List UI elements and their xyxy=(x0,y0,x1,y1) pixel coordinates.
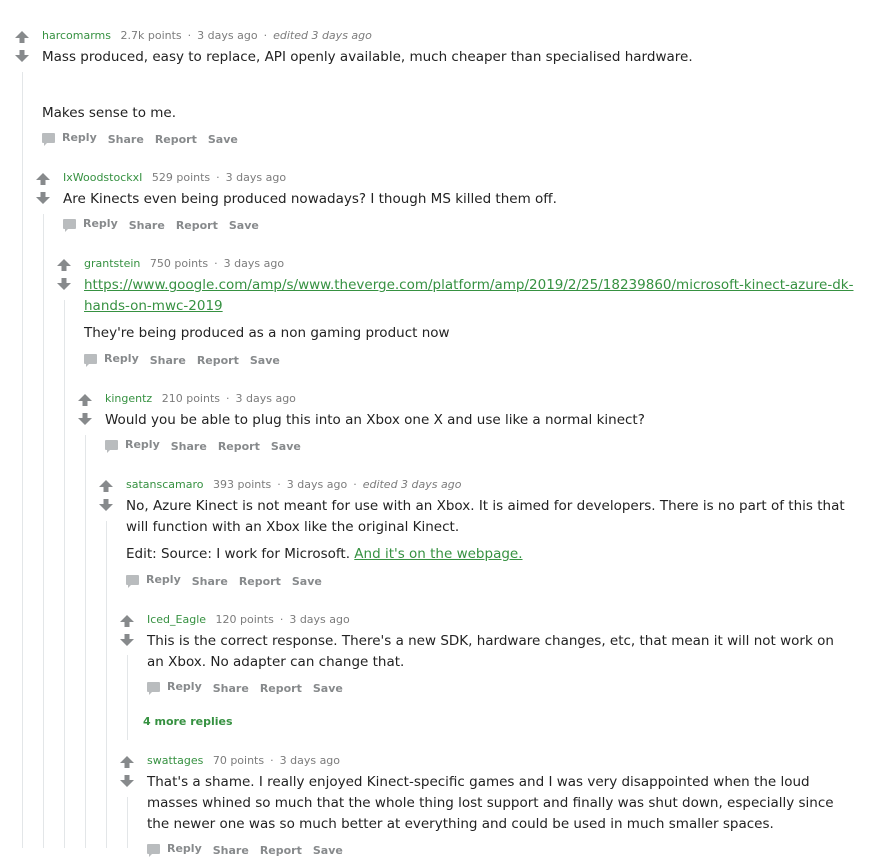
share-button[interactable]: Share xyxy=(128,219,165,232)
comment-icon xyxy=(126,575,139,585)
edited-label: edited 3 days ago xyxy=(273,29,372,42)
upvote-icon[interactable] xyxy=(119,614,135,628)
comment-actions xyxy=(147,842,354,858)
author-link[interactable]: satanscamaro xyxy=(126,478,204,491)
report-button[interactable]: Report xyxy=(259,844,302,857)
author-link[interactable]: harcomarms xyxy=(42,29,112,42)
save-button[interactable]: Save xyxy=(291,575,322,588)
downvote-icon[interactable] xyxy=(119,633,135,647)
downvote-icon[interactable] xyxy=(14,49,30,63)
comment-body xyxy=(126,496,861,565)
comment-actions xyxy=(63,217,270,233)
upvote-icon[interactable] xyxy=(98,479,114,493)
comment-text: They're being produced as a non gaming product now xyxy=(84,325,450,341)
share-button[interactable]: Share xyxy=(191,575,228,588)
comment-text: Mass produced, easy to replace, API openly available, much cheaper than specialised hardware. xyxy=(42,49,693,65)
comment-text: This is the correct response. There's a new SDK, hardware changes, etc, that mean it will not work on an Xbox. No adapter can change that. xyxy=(147,633,834,670)
comment-actions xyxy=(147,680,354,696)
points: 120 points xyxy=(215,613,274,626)
report-button[interactable]: Report xyxy=(196,354,239,367)
downvote-icon[interactable] xyxy=(119,774,135,788)
upvote-icon[interactable] xyxy=(35,172,51,186)
edited-label: edited 3 days ago xyxy=(362,478,462,491)
reply-button[interactable]: Reply xyxy=(126,573,181,587)
comment-body xyxy=(42,47,862,124)
timestamp[interactable]: 3 days ago xyxy=(286,478,348,491)
author-link[interactable]: swattages xyxy=(147,754,204,767)
comment-icon xyxy=(147,682,160,692)
reply-button[interactable]: Reply xyxy=(147,680,202,694)
author-link[interactable]: kingentz xyxy=(105,392,153,405)
comment-text: Are Kinects even being produced nowadays? I though MS killed them off. xyxy=(63,191,557,207)
author-link[interactable]: IxWoodstockxI xyxy=(63,171,143,184)
points: 2.7k points xyxy=(120,29,182,42)
report-button[interactable]: Report xyxy=(238,575,281,588)
author-link[interactable]: grantstein xyxy=(84,257,141,270)
points: 70 points xyxy=(212,754,265,767)
comment-text: Would you be able to plug this into an Xbox one X and use like a normal kinect? xyxy=(105,412,645,428)
save-button[interactable]: Save xyxy=(207,133,238,146)
thread-line[interactable] xyxy=(64,300,65,848)
comment-body xyxy=(147,631,847,673)
comment-actions xyxy=(84,352,291,368)
downvote-icon[interactable] xyxy=(98,498,114,512)
comment-meta: Iced_Eagle 120 points · 3 days ago xyxy=(147,613,350,626)
upvote-icon[interactable] xyxy=(77,393,93,407)
share-button[interactable]: Share xyxy=(212,682,249,695)
comment-text: Makes sense to me. xyxy=(42,105,177,121)
report-button[interactable]: Report xyxy=(259,682,302,695)
comment-meta: kingentz 210 points · 3 days ago xyxy=(105,392,296,405)
comment-icon xyxy=(84,354,97,364)
comment-meta: grantstein 750 points · 3 days ago xyxy=(84,257,285,270)
comment-icon xyxy=(147,844,160,854)
points: 529 points xyxy=(151,171,211,184)
comment-body xyxy=(84,275,854,344)
comment-body xyxy=(147,772,847,835)
downvote-icon[interactable] xyxy=(56,277,72,291)
report-button[interactable]: Report xyxy=(217,440,260,453)
timestamp[interactable]: 3 days ago xyxy=(289,613,350,626)
share-button[interactable]: Share xyxy=(107,133,144,146)
report-button[interactable]: Report xyxy=(175,219,218,232)
reply-button[interactable]: Reply xyxy=(105,438,160,452)
save-button[interactable]: Save xyxy=(270,440,301,453)
kinect-article-link[interactable]: https://www.google.com/amp/s/www.theverge.com/platform/amp/2019/2/25/18239860/microsoft-kinect-azure-dk-hands-on-mwc-2019 xyxy=(84,277,854,314)
comment-meta: harcomarms 2.7k points · 3 days ago · edited 3 days ago xyxy=(42,29,372,42)
thread-line[interactable] xyxy=(127,797,128,848)
thread-line[interactable] xyxy=(127,655,128,740)
points: 210 points xyxy=(161,392,220,405)
author-link[interactable]: Iced_Eagle xyxy=(147,613,207,626)
thread-line[interactable] xyxy=(22,72,23,848)
reply-button[interactable]: Reply xyxy=(42,131,97,145)
timestamp[interactable]: 3 days ago xyxy=(225,171,287,184)
downvote-icon[interactable] xyxy=(77,412,93,426)
comment-icon xyxy=(63,219,76,229)
reply-button[interactable]: Reply xyxy=(84,352,139,366)
timestamp[interactable]: 3 days ago xyxy=(197,29,258,42)
points: 393 points xyxy=(212,478,272,491)
timestamp[interactable]: 3 days ago xyxy=(279,754,341,767)
comment-text: No, Azure Kinect is not meant for use with an Xbox. It is aimed for developers. There is no part of this that will function with an Xbox like the original Kinect. xyxy=(126,498,845,535)
reply-button[interactable]: Reply xyxy=(147,842,202,856)
upvote-icon[interactable] xyxy=(56,258,72,272)
upvote-icon[interactable] xyxy=(119,755,135,769)
comment-icon xyxy=(42,133,55,143)
reply-button[interactable]: Reply xyxy=(63,217,118,231)
comment-text: Edit: Source: I work for Microsoft. xyxy=(126,546,355,562)
report-button[interactable]: Report xyxy=(154,133,197,146)
timestamp[interactable]: 3 days ago xyxy=(223,257,285,270)
save-button[interactable]: Save xyxy=(312,844,343,857)
points: 750 points xyxy=(149,257,209,270)
comment-body xyxy=(63,189,863,210)
share-button[interactable]: Share xyxy=(149,354,186,367)
comment-actions xyxy=(126,573,333,589)
comment-actions xyxy=(42,131,249,147)
comment-body xyxy=(105,410,865,431)
share-button[interactable]: Share xyxy=(170,440,207,453)
save-button[interactable]: Save xyxy=(228,219,259,232)
thread-line[interactable] xyxy=(85,435,86,848)
thread-line[interactable] xyxy=(43,214,44,848)
comment-text: That's a shame. I really enjoyed Kinect-specific games and I was very disappointed when the loud masses whined so much that the whole thing lost support and finally was shut down, especially since the newer one was so much better at everything and could be used in much smaller spaces. xyxy=(147,774,834,832)
comment-actions xyxy=(105,438,312,454)
downvote-icon[interactable] xyxy=(35,191,51,205)
share-button[interactable]: Share xyxy=(212,844,249,857)
comment-meta: satanscamaro 393 points · 3 days ago · edited 3 days ago xyxy=(126,478,462,491)
thread-line[interactable] xyxy=(106,521,107,848)
timestamp[interactable]: 3 days ago xyxy=(235,392,296,405)
upvote-icon[interactable] xyxy=(14,30,30,44)
more-replies-link[interactable]: 4 more replies xyxy=(143,715,233,728)
save-button[interactable]: Save xyxy=(312,682,343,695)
webpage-link[interactable]: And it's on the webpage. xyxy=(354,546,523,562)
comment-meta: swattages 70 points · 3 days ago xyxy=(147,754,341,767)
save-button[interactable]: Save xyxy=(249,354,280,367)
comment-icon xyxy=(105,440,118,450)
comment-meta: IxWoodstockxI 529 points · 3 days ago xyxy=(63,171,287,184)
